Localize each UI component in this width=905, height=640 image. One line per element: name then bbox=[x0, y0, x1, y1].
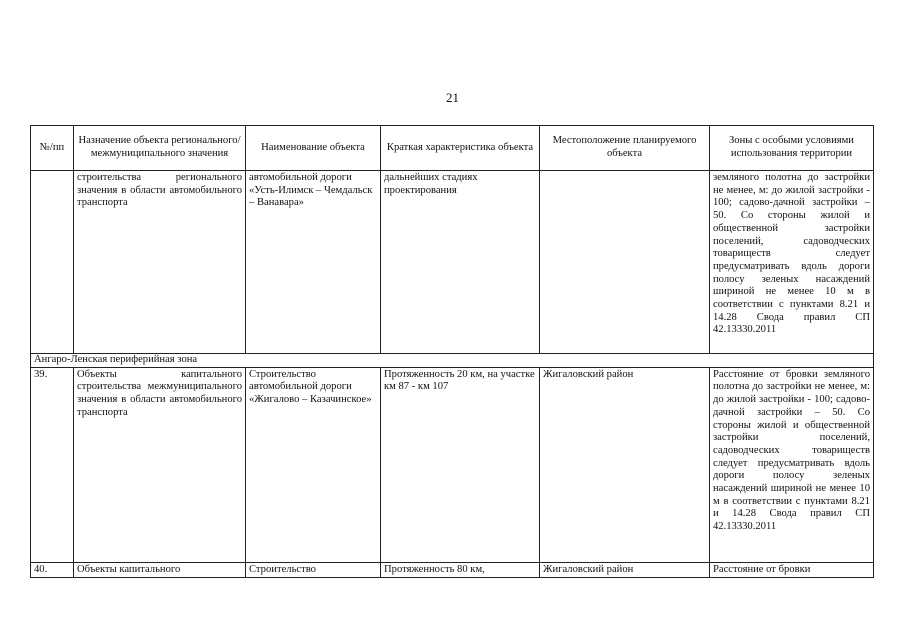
cell-purpose: Объекты капитального bbox=[74, 562, 246, 578]
cell-zones: Расстояние от бровки земляного полотна до застройки не менее, м: до жилой застройки - 100; садово-дачной застройки – 50. Со стороны жилой и общественной застройки поселений, садоводческих товариществ следует предусматривать вдоль дороги полосу зеленых насаждений шириной не менее 10 м в соответствии с пунктами 8.21 и 14.28 Свода правил СП 42.13330.2011 bbox=[710, 367, 874, 562]
cell-characteristics: дальнейших стадиях проектирования bbox=[381, 171, 540, 354]
table-header-row bbox=[31, 126, 874, 171]
zone-heading: Ангаро-Ленская периферийная зона bbox=[31, 354, 874, 368]
cell-name: Строительство bbox=[246, 562, 381, 578]
table-row bbox=[31, 171, 874, 354]
cell-name: Строительство автомобильной дороги «Жигалово – Казачинское» bbox=[246, 367, 381, 562]
zone-heading-row bbox=[31, 354, 874, 368]
cell-num: 39. bbox=[31, 367, 74, 562]
cell-location: Жигаловский район bbox=[540, 562, 710, 578]
cell-num: 40. bbox=[31, 562, 74, 578]
cell-location: Жигаловский район bbox=[540, 367, 710, 562]
page-number: 21 bbox=[446, 90, 459, 105]
header-purpose: Назначение объекта регионального/ межмуниципального значения bbox=[74, 126, 246, 171]
cell-characteristics: Протяженность 20 км, на участке км 87 - км 107 bbox=[381, 367, 540, 562]
cell-purpose: строительства регионального значения в области автомобильного транспорта bbox=[74, 171, 246, 354]
cell-location bbox=[540, 171, 710, 354]
header-characteristics: Краткая характеристика объекта bbox=[381, 126, 540, 171]
table-row bbox=[31, 562, 874, 578]
planning-table bbox=[30, 125, 874, 578]
header-zones: Зоны с особыми условиями использования территории bbox=[710, 126, 874, 171]
cell-zones: Расстояние от бровки bbox=[710, 562, 874, 578]
header-name: Наименование объекта bbox=[246, 126, 381, 171]
header-location: Местоположение планируемого объекта bbox=[540, 126, 710, 171]
header-num: №/пп bbox=[31, 126, 74, 171]
cell-zones: земляного полотна до застройки не менее, м: до жилой застройки - 100; садово-дачной застройки – 50. Со стороны жилой и общественной застройки поселений, садоводческих товариществ следует предусматривать вдоль дороги полосу зеленых насаждений шириной не менее 10 м в соответствии с пунктами 8.21 и 14.28 Свода правил СП 42.13330.2011 bbox=[710, 171, 874, 354]
cell-purpose: Объекты капитального строительства межмуниципального значения в области автомобильного транспорта bbox=[74, 367, 246, 562]
cell-num bbox=[31, 171, 74, 354]
table-row bbox=[31, 367, 874, 562]
cell-characteristics: Протяженность 80 км, bbox=[381, 562, 540, 578]
cell-name: автомобильной дороги «Усть-Илимск – Чемдальск – Ванавара» bbox=[246, 171, 381, 354]
